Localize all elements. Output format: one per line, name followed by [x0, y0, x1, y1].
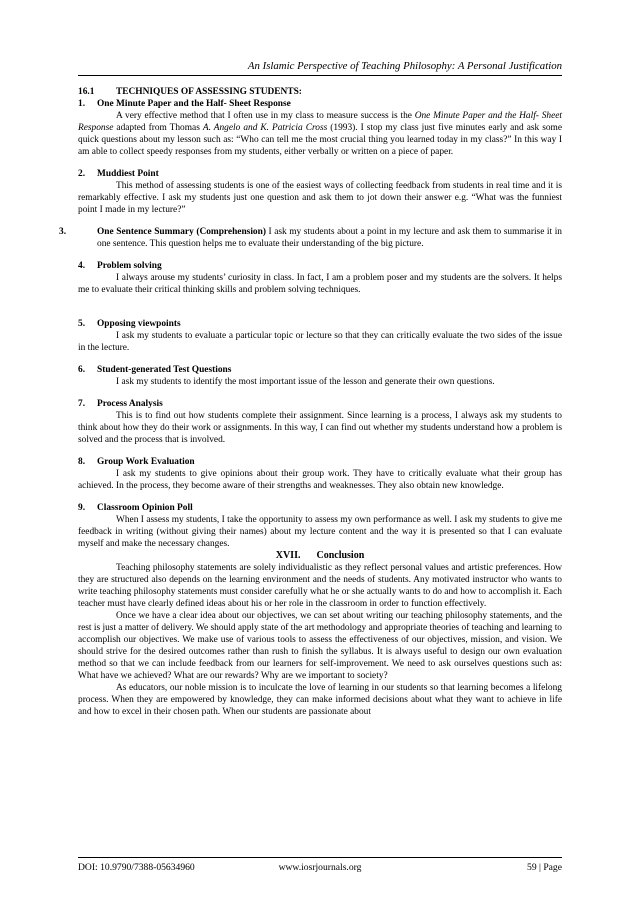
list-item: 8. Group Work Evaluation I ask my students to give opinions about their group work. They have to critically evaluate what their group has achieved. In the process, they become aware of their strengths and weaknesses. They also obtain new knowledge. [78, 457, 562, 491]
conclusion-paragraph-3: As educators, our noble mission is to inculcate the love of learning in our students so that learning becomes a lifelong process. When they are empowered by knowledge, they can make informed decisions about what they want to achieve in life and how to excel in their chosen path. When our students are passionate about [78, 683, 562, 717]
article-body [59, 86, 562, 718]
list-item: 6. Student-generated Test Questions I ask my students to identify the most important issue of the lesson and generate their own questions. [78, 364, 562, 388]
item-text: This is to find out how students complete their assignment. Since learning is a process, I always ask my students to think about how they do their work or assignments. In this way, I can find out whether my students understand how a problem is solved and the process that is involved. [78, 411, 562, 445]
header-rule [78, 75, 562, 76]
item-number: 1. [78, 99, 86, 109]
item-title: Process Analysis [97, 399, 163, 409]
item-title: Problem solving [97, 261, 162, 271]
section-title: TECHNIQUES OF ASSESSING STUDENTS: [116, 87, 302, 97]
conclusion-paragraph-2: Once we have a clear idea about our objectives, we can set about writing our teaching philosophy statements, and the rest is just a matter of delivery. We should apply state of the art methodology and appropriate theories of teaching and learning to accomplish our objectives. We make use of various tools to assess the effectiveness of our objectives, mission, and vision. We should strive for the desired outcomes rather than rush to finish the syllabus. It is always useful to design our own evaluation method so that we can include feedback from our learners for self-improvement. We need to ask ourselves questions such as: What have we achieved? What are our rewards? Why are we important to society? [78, 611, 562, 681]
item-title: Student-generated Test Questions [97, 365, 232, 375]
conclusion-title: Conclusion [316, 550, 365, 561]
item-text: I always arouse my students’ curiosity in class. In fact, I am a problem poser and my students are the solvers. It helps me to evaluate their critical thinking skills and problem solving techniques. [78, 273, 562, 295]
item-text: I ask my students about a point in my lecture and ask them to summarise it in one sentence. This question helps me to evaluate their understanding of the big picture. [97, 227, 562, 249]
conclusion-paragraph-1: Teaching philosophy statements are solely individualistic as they reflect personal values and artistic preferences. How they are structured also depends on the learning environment and the needs of students. Any motivated instructor who wants to write teaching philosophy statements must consider carefully what he or she actually wants to do and how to accomplish it. Each teacher must have clearly defined ideas about his or her role in the classroom in order to function effectively. [78, 563, 562, 609]
list-item: 2. Muddiest Point This method of assessing students is one of the easiest ways of collecting feedback from students in real time and it is remarkably effective. I ask my students just one question and ask them to jot down their answer e.g. “What was the funniest point I made in my lecture?” [78, 169, 562, 215]
section-number: 16.1 [78, 87, 95, 97]
footer-doi: DOI: 10.9790/7388-05634960 [78, 862, 195, 873]
running-header: An Islamic Perspective of Teaching Philosophy: A Personal Justification [247, 60, 562, 72]
item-title: One Minute Paper and the Half- Sheet Response [97, 99, 291, 109]
page-footer [78, 862, 562, 876]
item-text: I ask my students to give opinions about their group work. They have to critically evaluate what their group has achieved. In the process, they become aware of their strengths and weaknesses. They also obtain new knowledge. [78, 469, 562, 491]
item-heading-1 [78, 98, 562, 110]
footer-rule [78, 857, 562, 858]
conclusion-heading [78, 550, 562, 562]
list-item: 4. Problem solving I always arouse my students’ curiosity in class. In fact, I am a problem poser and my students are the solvers. It helps me to evaluate their critical thinking skills and problem solving techniques. [78, 261, 562, 295]
item-text: I ask my students to evaluate a particular topic or lecture so that they can critically evaluate the two sides of the issue in the lecture. [78, 331, 562, 353]
item-text: I ask my students to identify the most important issue of the lesson and generate their own questions. [116, 377, 495, 387]
item-text: This method of assessing students is one of the easiest ways of collecting feedback from students in real time and it is remarkably effective. I ask my students just one question and ask them to jot down their answer e.g. “What was the funniest point I made in my lecture?” [78, 181, 562, 215]
footer-page-number: 59 | Page [527, 862, 562, 873]
list-item: 5. Opposing viewpoints I ask my students to evaluate a particular topic or lecture so that they can critically evaluate the two sides of the issue in the lecture. [78, 319, 562, 353]
footer-site-link[interactable]: www.iosrjournals.org [278, 862, 362, 873]
item-title: Group Work Evaluation [97, 457, 195, 467]
section-heading [78, 86, 562, 98]
item-title: Muddiest Point [97, 169, 159, 179]
list-item: 7. Process Analysis This is to find out how students complete their assignment. Since learning is a process, I always ask my students to think about how they do their work or assignments. In this way, I can find out whether my students understand how a problem is solved and the process that is involved. [78, 399, 562, 445]
conclusion-numeral: XVII. [275, 550, 301, 561]
list-item: 9. Classroom Opinion Poll When I assess my students, I take the opportunity to assess my own performance as well. I ask my students to give me feedback in writing (without giving their names) about my lecture content and the way it is presented so that I can evaluate myself and make the necessary changes. [78, 503, 562, 549]
list-item: 3. One Sentence Summary (Comprehension) I ask my students about a point in my lecture and ask them to summarise it in one sentence. This question helps me to evaluate their understanding of the big picture. [59, 227, 562, 249]
item-title: One Sentence Summary (Comprehension) [97, 227, 266, 237]
item-title: Opposing viewpoints [97, 319, 181, 329]
item-text-1: A very effective method that I often use in my class to measure success is the One Minute Paper and the Half- Sheet Response adapted from Thomas A. Angelo and K. Patricia Cross (1993). I stop my class just five minutes early and ask some quick questions about my lesson such as: “Who can tell me the most crucial thing you learned today in my class?” In this way I am able to collect speedy responses from my students, either verbally or written on a piece of paper. [78, 111, 562, 157]
item-text: When I assess my students, I take the opportunity to assess my own performance as well. I ask my students to give me feedback in writing (without giving their names) about my lecture content and the way it is presented so that I can evaluate myself and make the necessary changes. [78, 515, 562, 549]
item-title: Classroom Opinion Poll [97, 503, 193, 513]
document-page [59, 0, 562, 903]
